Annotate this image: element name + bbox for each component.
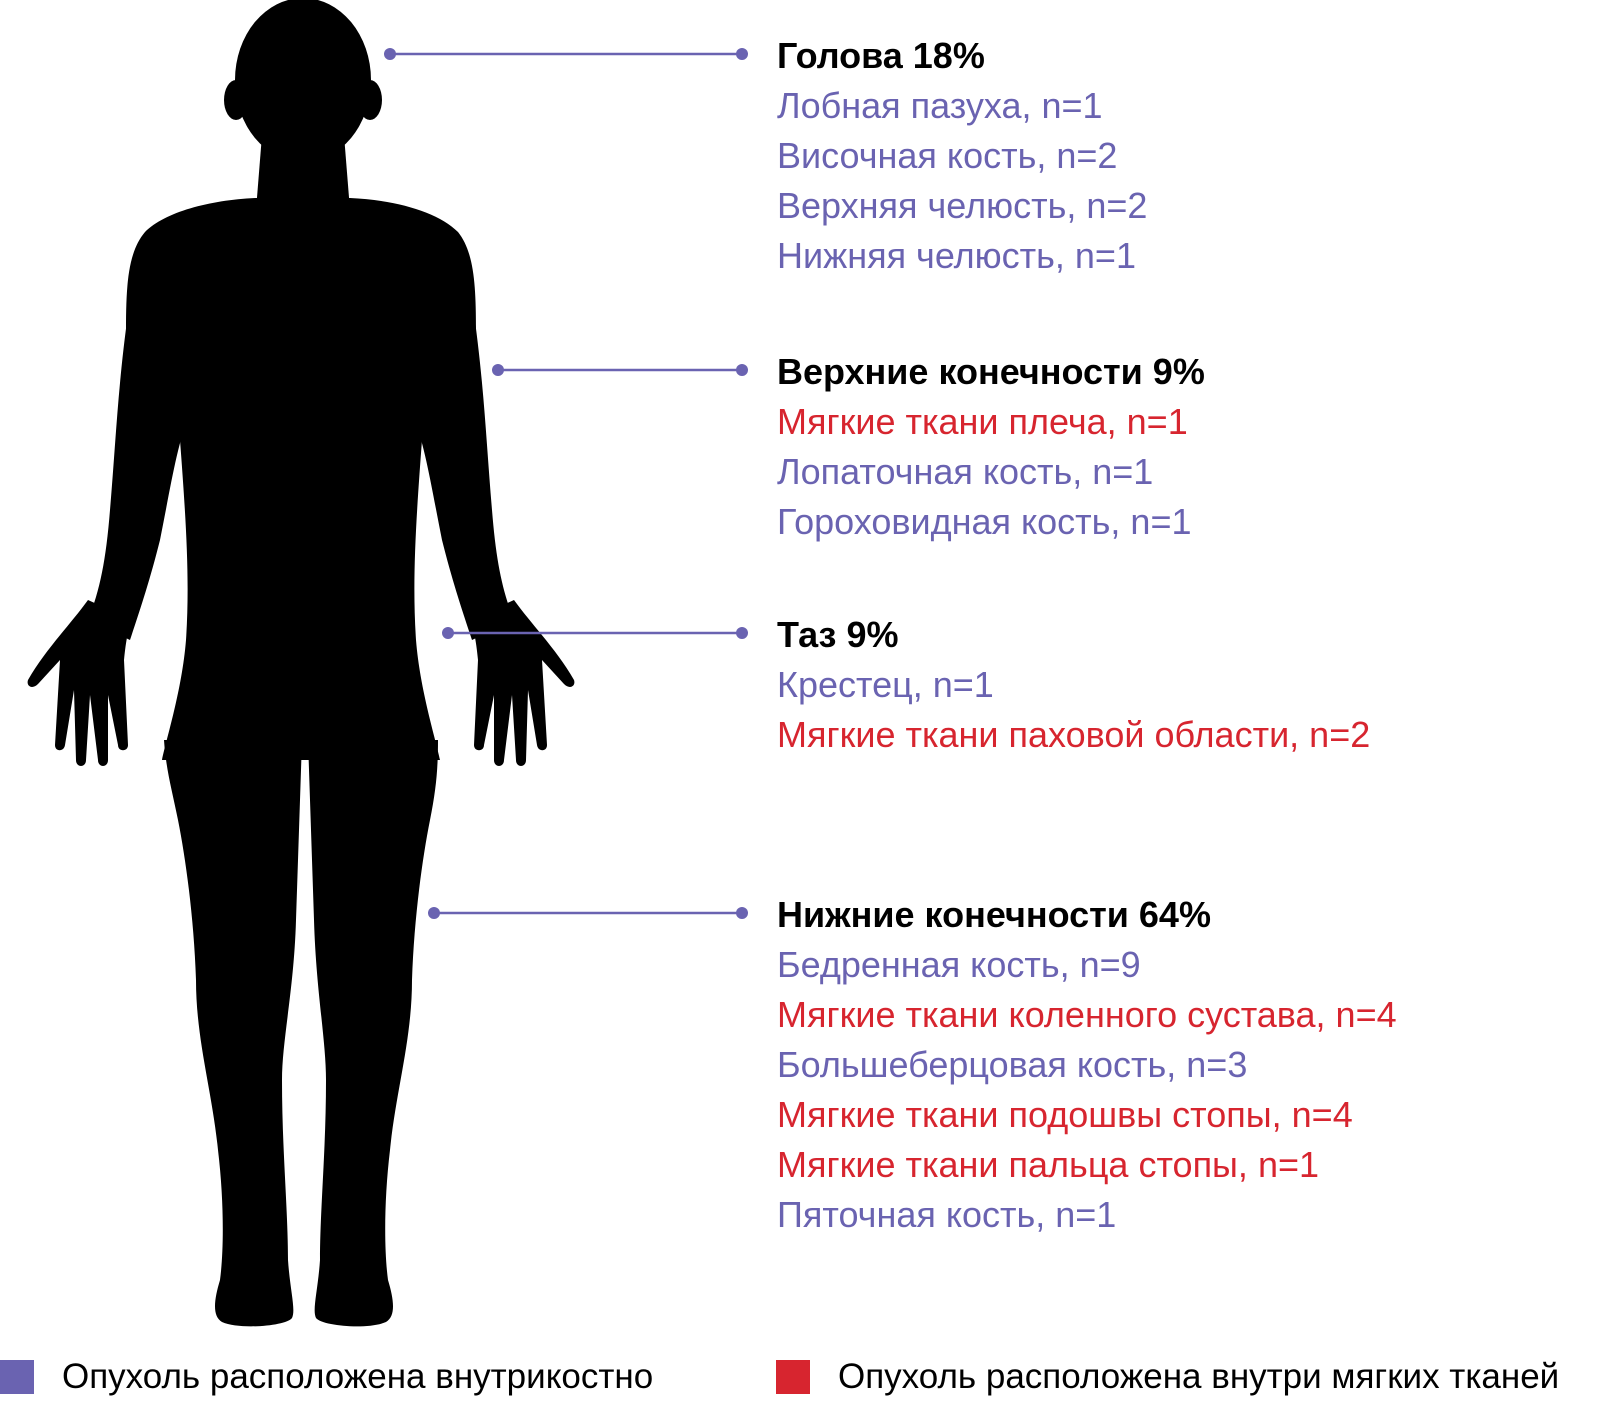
group-item: Пяточная кость, n=1 bbox=[777, 1194, 1117, 1235]
legend-swatch-soft-tissue bbox=[776, 1360, 810, 1394]
connector-upper-limbs bbox=[492, 364, 748, 376]
group-item: Мягкие ткани подошвы стопы, n=4 bbox=[777, 1094, 1353, 1135]
connector-pelvis-body-dot bbox=[442, 627, 454, 639]
group-pelvis bbox=[777, 610, 1370, 760]
legend-entry-intraosseous bbox=[0, 1352, 653, 1402]
group-item: Большеберцовая кость, n=3 bbox=[777, 1044, 1248, 1085]
connector-pelvis-label-dot bbox=[736, 627, 748, 639]
group-item: Мягкие ткани коленного сустава, n=4 bbox=[777, 994, 1397, 1035]
group-upper-limbs bbox=[777, 347, 1205, 547]
group-item: Верхняя челюсть, n=2 bbox=[777, 185, 1148, 226]
group-heading: Верхние конечности 9% bbox=[777, 351, 1205, 392]
legend-label-soft-tissue: Опухоль расположена внутри мягких тканей bbox=[838, 1357, 1560, 1396]
group-heading: Голова 18% bbox=[777, 35, 985, 76]
connector-lower-limbs-label-dot bbox=[736, 907, 748, 919]
group-item: Лобная пазуха, n=1 bbox=[777, 85, 1103, 126]
group-item: Мягкие ткани паховой области, n=2 bbox=[777, 714, 1371, 755]
legend-swatch-intraosseous bbox=[0, 1360, 34, 1394]
connector-pelvis bbox=[442, 627, 748, 639]
group-item: Мягкие ткани плеча, n=1 bbox=[777, 401, 1188, 442]
connector-upper-limbs-label-dot bbox=[736, 364, 748, 376]
group-heading: Нижние конечности 64% bbox=[777, 894, 1211, 935]
group-item: Бедренная кость, n=9 bbox=[777, 944, 1141, 985]
group-item: Гороховидная кость, n=1 bbox=[777, 501, 1192, 542]
connector-upper-limbs-body-dot bbox=[492, 364, 504, 376]
connector-head bbox=[384, 48, 748, 60]
connector-head-body-dot bbox=[384, 48, 396, 60]
legend-label-intraosseous: Опухоль расположена внутрикостно bbox=[62, 1357, 654, 1396]
connector-lower-limbs bbox=[428, 907, 748, 919]
group-heading: Таз 9% bbox=[777, 614, 899, 655]
connector-head-label-dot bbox=[736, 48, 748, 60]
legend-entry-soft-tissue bbox=[776, 1352, 1559, 1402]
group-item: Лопаточная кость, n=1 bbox=[777, 451, 1154, 492]
connector-lower-limbs-body-dot bbox=[428, 907, 440, 919]
group-item: Мягкие ткани пальца стопы, n=1 bbox=[777, 1144, 1320, 1185]
group-head bbox=[777, 31, 1147, 281]
group-item: Нижняя челюсть, n=1 bbox=[777, 235, 1136, 276]
group-item: Крестец, n=1 bbox=[777, 664, 994, 705]
group-item: Височная кость, n=2 bbox=[777, 135, 1118, 176]
group-lower-limbs bbox=[777, 890, 1397, 1240]
legend bbox=[0, 1352, 1620, 1413]
